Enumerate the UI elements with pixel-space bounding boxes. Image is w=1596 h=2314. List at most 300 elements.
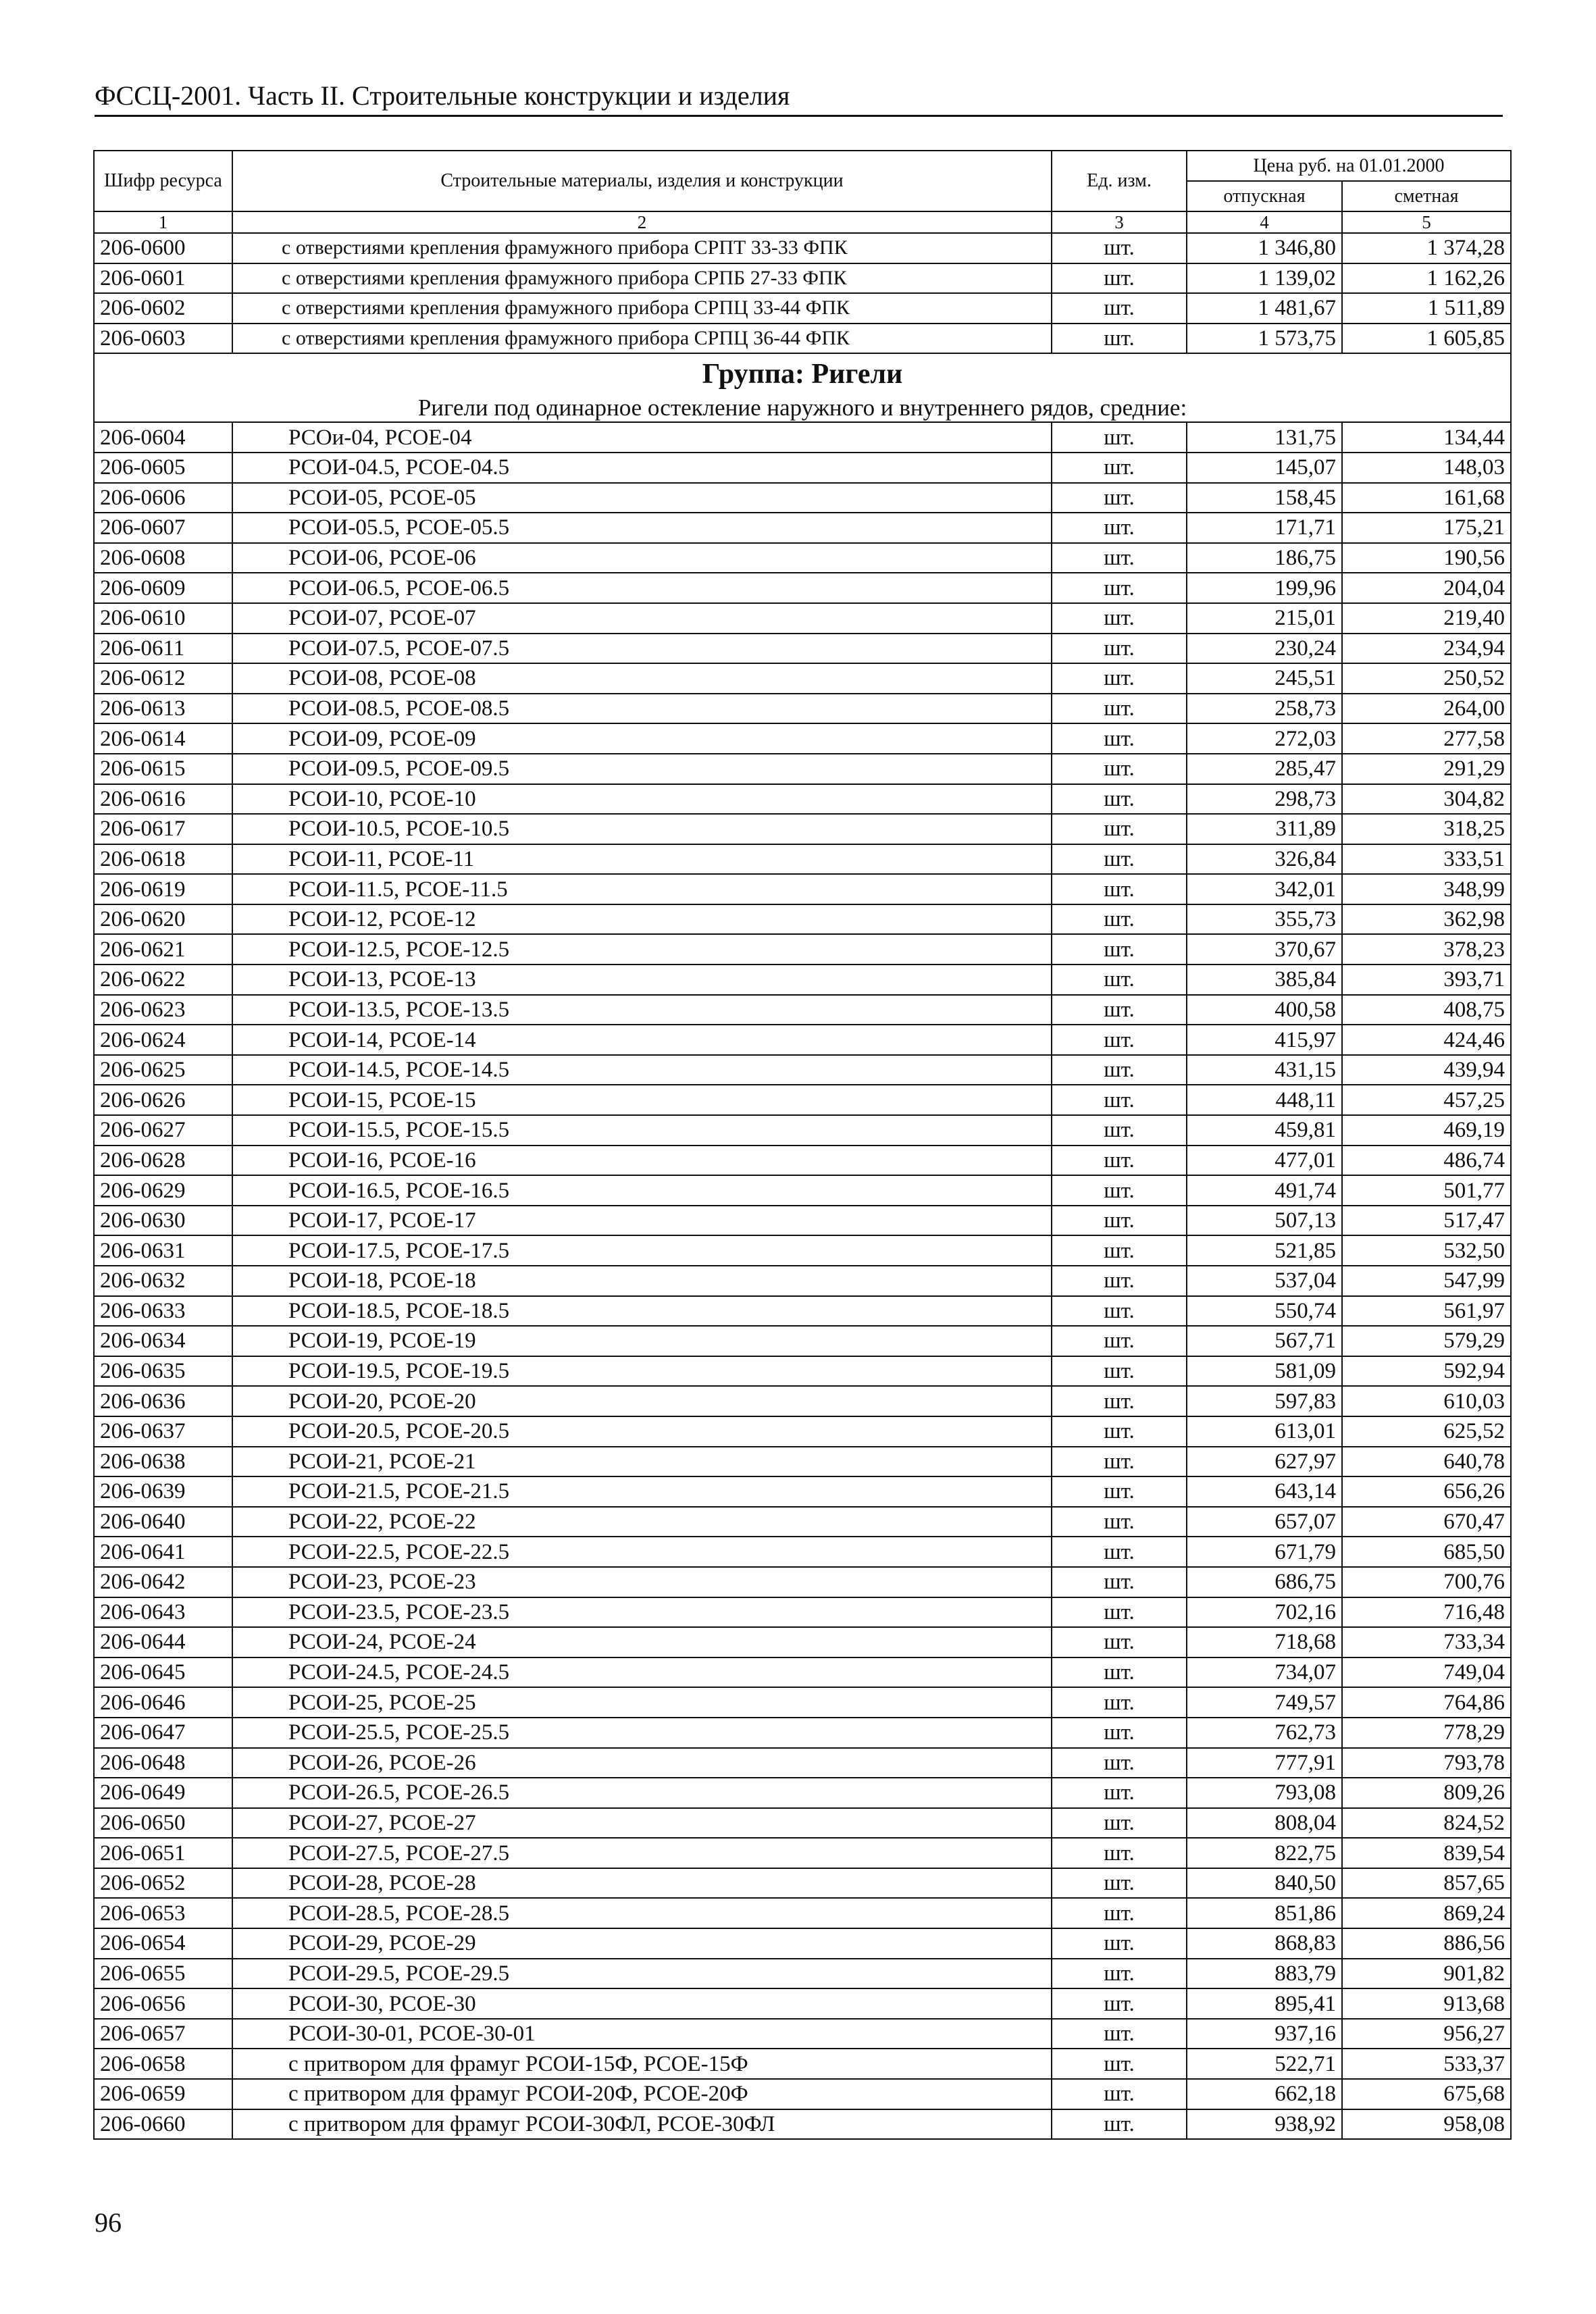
release-price: 686,75 xyxy=(1187,1567,1342,1597)
unit-cell: шт. xyxy=(1052,1657,1187,1688)
unit-cell: шт. xyxy=(1052,995,1187,1025)
table-row xyxy=(94,1657,1511,1688)
material-name: РСОИ-21, РСОЕ-21 xyxy=(232,1447,1052,1477)
release-price: 1 481,67 xyxy=(1187,293,1342,324)
estimate-price: 561,97 xyxy=(1342,1296,1511,1327)
unit-cell: шт. xyxy=(1052,1959,1187,1989)
unit-cell: шт. xyxy=(1052,1386,1187,1416)
material-name: РСОИ-19, РСОЕ-19 xyxy=(232,1326,1052,1356)
resource-code: 206-0635 xyxy=(94,1356,232,1387)
unit-cell: шт. xyxy=(1052,483,1187,513)
unit-cell: шт. xyxy=(1052,844,1187,875)
material-name: РСОИ-11, РСОЕ-11 xyxy=(232,844,1052,875)
table-row xyxy=(94,1778,1511,1808)
material-name: РСОИ-29, РСОЕ-29 xyxy=(232,1928,1052,1959)
material-name: РСОИ-20, РСОЕ-20 xyxy=(232,1386,1052,1416)
resource-code: 206-0651 xyxy=(94,1838,232,1868)
resource-code: 206-0606 xyxy=(94,483,232,513)
resource-code: 206-0620 xyxy=(94,904,232,935)
estimate-price: 486,74 xyxy=(1342,1146,1511,1176)
table-row xyxy=(94,1326,1511,1356)
estimate-price: 547,99 xyxy=(1342,1266,1511,1296)
release-price: 550,74 xyxy=(1187,1296,1342,1327)
table-row xyxy=(94,995,1511,1025)
release-price: 342,01 xyxy=(1187,874,1342,904)
material-name: РСОИ-05, РСОЕ-05 xyxy=(232,483,1052,513)
estimate-price: 778,29 xyxy=(1342,1718,1511,1748)
release-price: 671,79 xyxy=(1187,1537,1342,1567)
release-price: 777,91 xyxy=(1187,1748,1342,1778)
release-price: 400,58 xyxy=(1187,995,1342,1025)
estimate-price: 716,48 xyxy=(1342,1597,1511,1628)
estimate-price: 901,82 xyxy=(1342,1959,1511,1989)
release-price: 822,75 xyxy=(1187,1838,1342,1868)
table-row xyxy=(94,1356,1511,1387)
release-price: 522,71 xyxy=(1187,2049,1342,2079)
table-row xyxy=(94,293,1511,324)
resource-code: 206-0648 xyxy=(94,1748,232,1778)
unit-cell: шт. xyxy=(1052,2019,1187,2049)
estimate-price: 190,56 xyxy=(1342,543,1511,573)
unit-cell: шт. xyxy=(1052,934,1187,965)
release-price: 355,73 xyxy=(1187,904,1342,935)
table-row xyxy=(94,1416,1511,1447)
table-row xyxy=(94,1838,1511,1868)
estimate-price: 291,29 xyxy=(1342,754,1511,784)
estimate-price: 1 511,89 xyxy=(1342,293,1511,324)
material-name: РСОИ-24, РСОЕ-24 xyxy=(232,1627,1052,1657)
resource-code: 206-0634 xyxy=(94,1326,232,1356)
unit-cell: шт. xyxy=(1052,1778,1187,1808)
release-price: 657,07 xyxy=(1187,1507,1342,1537)
estimate-price: 579,29 xyxy=(1342,1326,1511,1356)
release-price: 1 573,75 xyxy=(1187,324,1342,354)
material-name: РСОИ-17, РСОЕ-17 xyxy=(232,1206,1052,1236)
resource-code: 206-0641 xyxy=(94,1537,232,1567)
unit-cell: шт. xyxy=(1052,543,1187,573)
table-row xyxy=(94,1175,1511,1206)
resource-code: 206-0657 xyxy=(94,2019,232,2049)
table-row xyxy=(94,1115,1511,1146)
estimate-price: 517,47 xyxy=(1342,1206,1511,1236)
material-name: с отверстиями крепления фрамужного прибора СРПЦ 33-44 ФПК xyxy=(232,293,1052,324)
release-price: 1 346,80 xyxy=(1187,233,1342,263)
estimate-price: 1 605,85 xyxy=(1342,324,1511,354)
estimate-price: 348,99 xyxy=(1342,874,1511,904)
resource-code: 206-0647 xyxy=(94,1718,232,1748)
table-row xyxy=(94,263,1511,294)
material-name: РСОИ-13, РСОЕ-13 xyxy=(232,965,1052,995)
table-row xyxy=(94,1597,1511,1628)
release-price: 627,97 xyxy=(1187,1447,1342,1477)
col-number: 5 xyxy=(1342,211,1511,233)
estimate-price: 640,78 xyxy=(1342,1447,1511,1477)
table-row xyxy=(94,1627,1511,1657)
estimate-price: 670,47 xyxy=(1342,1507,1511,1537)
estimate-price: 749,04 xyxy=(1342,1657,1511,1688)
release-price: 186,75 xyxy=(1187,543,1342,573)
resource-code: 206-0617 xyxy=(94,814,232,844)
release-price: 537,04 xyxy=(1187,1266,1342,1296)
estimate-price: 408,75 xyxy=(1342,995,1511,1025)
release-price: 840,50 xyxy=(1187,1868,1342,1899)
estimate-price: 764,86 xyxy=(1342,1687,1511,1718)
col-header-release: отпускная xyxy=(1187,181,1342,211)
material-name: РСОИ-27, РСОЕ-27 xyxy=(232,1808,1052,1839)
material-name: с притвором для фрамуг РСОИ-15Ф, РСОЕ-15Ф xyxy=(232,2049,1052,2079)
material-name: РСОИ-26, РСОЕ-26 xyxy=(232,1748,1052,1778)
table-row xyxy=(94,1507,1511,1537)
release-price: 215,01 xyxy=(1187,603,1342,634)
resource-code: 206-0638 xyxy=(94,1447,232,1477)
estimate-price: 333,51 xyxy=(1342,844,1511,875)
resource-code: 206-0611 xyxy=(94,634,232,664)
estimate-price: 219,40 xyxy=(1342,603,1511,634)
unit-cell: шт. xyxy=(1052,784,1187,815)
page-title: ФССЦ-2001. Часть II. Строительные конструкции и изделия xyxy=(95,80,790,111)
material-name: РСОИ-08, РСОЕ-08 xyxy=(232,663,1052,694)
release-price: 272,03 xyxy=(1187,723,1342,754)
unit-cell: шт. xyxy=(1052,263,1187,294)
estimate-price: 264,00 xyxy=(1342,694,1511,724)
estimate-price: 869,24 xyxy=(1342,1898,1511,1928)
table-row xyxy=(94,663,1511,694)
unit-cell: шт. xyxy=(1052,1235,1187,1266)
release-price: 613,01 xyxy=(1187,1416,1342,1447)
col-header-price: Цена руб. на 01.01.2000 xyxy=(1187,151,1511,181)
table-row xyxy=(94,1386,1511,1416)
material-name: РСОИ-11.5, РСОЕ-11.5 xyxy=(232,874,1052,904)
material-name: РСОИ-12, РСОЕ-12 xyxy=(232,904,1052,935)
estimate-price: 439,94 xyxy=(1342,1055,1511,1085)
resource-code: 206-0603 xyxy=(94,324,232,354)
table-row xyxy=(94,1868,1511,1899)
unit-cell: шт. xyxy=(1052,694,1187,724)
unit-cell: шт. xyxy=(1052,1476,1187,1507)
unit-cell: шт. xyxy=(1052,1718,1187,1748)
table-row xyxy=(94,1296,1511,1327)
unit-cell: шт. xyxy=(1052,1838,1187,1868)
material-name: РСОИ-13.5, РСОЕ-13.5 xyxy=(232,995,1052,1025)
material-name: РСОИ-16.5, РСОЕ-16.5 xyxy=(232,1175,1052,1206)
material-name: РСОИ-10, РСОЕ-10 xyxy=(232,784,1052,815)
estimate-price: 393,71 xyxy=(1342,965,1511,995)
table-row xyxy=(94,1959,1511,1989)
unit-cell: шт. xyxy=(1052,1687,1187,1718)
release-price: 702,16 xyxy=(1187,1597,1342,1628)
resource-code: 206-0633 xyxy=(94,1296,232,1327)
table-row xyxy=(94,1718,1511,1748)
col-number: 1 xyxy=(94,211,232,233)
release-price: 199,96 xyxy=(1187,573,1342,603)
release-price: 581,09 xyxy=(1187,1356,1342,1387)
table-row xyxy=(94,1447,1511,1477)
table-row xyxy=(94,1748,1511,1778)
release-price: 431,15 xyxy=(1187,1055,1342,1085)
table-row xyxy=(94,965,1511,995)
material-name: РСОИ-17.5, РСОЕ-17.5 xyxy=(232,1235,1052,1266)
release-price: 230,24 xyxy=(1187,634,1342,664)
material-name: РСОИ-25.5, РСОЕ-25.5 xyxy=(232,1718,1052,1748)
resource-code: 206-0601 xyxy=(94,263,232,294)
estimate-price: 457,25 xyxy=(1342,1085,1511,1115)
resource-code: 206-0646 xyxy=(94,1687,232,1718)
col-header-code: Шифр ресурса xyxy=(94,151,232,211)
table-row xyxy=(94,1055,1511,1085)
estimate-price: 793,78 xyxy=(1342,1748,1511,1778)
material-name: РСОИ-04.5, РСОЕ-04.5 xyxy=(232,453,1052,483)
material-name: с отверстиями крепления фрамужного прибора СРПТ 33-33 ФПК xyxy=(232,233,1052,263)
table-row xyxy=(94,1266,1511,1296)
resource-code: 206-0649 xyxy=(94,1778,232,1808)
resource-code: 206-0640 xyxy=(94,1507,232,1537)
unit-cell: шт. xyxy=(1052,1868,1187,1899)
estimate-price: 148,03 xyxy=(1342,453,1511,483)
resource-code: 206-0654 xyxy=(94,1928,232,1959)
unit-cell: шт. xyxy=(1052,1507,1187,1537)
unit-cell: шт. xyxy=(1052,663,1187,694)
material-name: РСОИ-28, РСОЕ-28 xyxy=(232,1868,1052,1899)
unit-cell: шт. xyxy=(1052,1296,1187,1327)
release-price: 868,83 xyxy=(1187,1928,1342,1959)
resource-code: 206-0621 xyxy=(94,934,232,965)
release-price: 298,73 xyxy=(1187,784,1342,815)
estimate-price: 469,19 xyxy=(1342,1115,1511,1146)
group-subtitle: Ригели под одинарное остекление наружного и внутреннего рядов, средние: xyxy=(94,394,1511,422)
unit-cell: шт. xyxy=(1052,1597,1187,1628)
group-rows xyxy=(94,422,1511,2139)
table-row xyxy=(94,723,1511,754)
top-rows xyxy=(94,233,1511,353)
material-name: РСОИ-29.5, РСОЕ-29.5 xyxy=(232,1959,1052,1989)
unit-cell: шт. xyxy=(1052,1356,1187,1387)
resource-code: 206-0608 xyxy=(94,543,232,573)
resource-code: 206-0613 xyxy=(94,694,232,724)
estimate-price: 809,26 xyxy=(1342,1778,1511,1808)
table-row xyxy=(94,1988,1511,2019)
material-name: РСОИ-06, РСОЕ-06 xyxy=(232,543,1052,573)
release-price: 1 139,02 xyxy=(1187,263,1342,294)
release-price: 507,13 xyxy=(1187,1206,1342,1236)
title-divider xyxy=(95,115,1503,117)
col-header-estimate: сметная xyxy=(1342,181,1511,211)
unit-cell: шт. xyxy=(1052,874,1187,904)
material-name: РСОИ-05.5, РСОЕ-05.5 xyxy=(232,513,1052,543)
resource-code: 206-0658 xyxy=(94,2049,232,2079)
release-price: 749,57 xyxy=(1187,1687,1342,1718)
unit-cell: шт. xyxy=(1052,1085,1187,1115)
release-price: 131,75 xyxy=(1187,422,1342,453)
material-name: РСОИ-07, РСОЕ-07 xyxy=(232,603,1052,634)
release-price: 851,86 xyxy=(1187,1898,1342,1928)
col-header-unit: Ед. изм. xyxy=(1052,151,1187,211)
resource-code: 206-0644 xyxy=(94,1627,232,1657)
col-header-name: Строительные материалы, изделия и конструкции xyxy=(232,151,1052,211)
unit-cell: шт. xyxy=(1052,324,1187,354)
material-name: РСОИ-30-01, РСОЕ-30-01 xyxy=(232,2019,1052,2049)
resource-code: 206-0627 xyxy=(94,1115,232,1146)
table-row xyxy=(94,1898,1511,1928)
release-price: 808,04 xyxy=(1187,1808,1342,1839)
release-price: 459,81 xyxy=(1187,1115,1342,1146)
unit-cell: шт. xyxy=(1052,965,1187,995)
release-price: 448,11 xyxy=(1187,1085,1342,1115)
release-price: 491,74 xyxy=(1187,1175,1342,1206)
release-price: 385,84 xyxy=(1187,965,1342,995)
release-price: 938,92 xyxy=(1187,2109,1342,2140)
unit-cell: шт. xyxy=(1052,2079,1187,2109)
release-price: 311,89 xyxy=(1187,814,1342,844)
release-price: 937,16 xyxy=(1187,2019,1342,2049)
estimate-price: 700,76 xyxy=(1342,1567,1511,1597)
resource-code: 206-0609 xyxy=(94,573,232,603)
table-row xyxy=(94,904,1511,935)
unit-cell: шт. xyxy=(1052,1627,1187,1657)
col-number: 3 xyxy=(1052,211,1187,233)
resource-code: 206-0639 xyxy=(94,1476,232,1507)
material-name: РСОИ-24.5, РСОЕ-24.5 xyxy=(232,1657,1052,1688)
table-row xyxy=(94,603,1511,634)
unit-cell: шт. xyxy=(1052,1115,1187,1146)
estimate-price: 592,94 xyxy=(1342,1356,1511,1387)
material-name: РСОИ-09, РСОЕ-09 xyxy=(232,723,1052,754)
table-row xyxy=(94,874,1511,904)
material-name: с притвором для фрамуг РСОИ-30ФЛ, РСОЕ-30ФЛ xyxy=(232,2109,1052,2140)
unit-cell: шт. xyxy=(1052,233,1187,263)
estimate-price: 685,50 xyxy=(1342,1537,1511,1567)
table-row xyxy=(94,1146,1511,1176)
resource-code: 206-0607 xyxy=(94,513,232,543)
unit-cell: шт. xyxy=(1052,754,1187,784)
release-price: 415,97 xyxy=(1187,1025,1342,1055)
group-section xyxy=(94,353,1511,422)
table-row xyxy=(94,483,1511,513)
table-row xyxy=(94,233,1511,263)
material-name: РСОИ-09.5, РСОЕ-09.5 xyxy=(232,754,1052,784)
table-row xyxy=(94,2049,1511,2079)
table-row xyxy=(94,1537,1511,1567)
unit-cell: шт. xyxy=(1052,1537,1187,1567)
material-name: РСОИ-30, РСОЕ-30 xyxy=(232,1988,1052,2019)
release-price: 326,84 xyxy=(1187,844,1342,875)
estimate-price: 824,52 xyxy=(1342,1808,1511,1839)
resource-code: 206-0614 xyxy=(94,723,232,754)
release-price: 567,71 xyxy=(1187,1326,1342,1356)
resource-code: 206-0623 xyxy=(94,995,232,1025)
resource-code: 206-0604 xyxy=(94,422,232,453)
material-name: РСОИ-23.5, РСОЕ-23.5 xyxy=(232,1597,1052,1628)
resource-code: 206-0631 xyxy=(94,1235,232,1266)
resource-code: 206-0632 xyxy=(94,1266,232,1296)
unit-cell: шт. xyxy=(1052,1748,1187,1778)
estimate-price: 362,98 xyxy=(1342,904,1511,935)
estimate-price: 304,82 xyxy=(1342,784,1511,815)
unit-cell: шт. xyxy=(1052,1988,1187,2019)
material-name: РСОИ-14.5, РСОЕ-14.5 xyxy=(232,1055,1052,1085)
estimate-price: 675,68 xyxy=(1342,2079,1511,2109)
estimate-price: 1 374,28 xyxy=(1342,233,1511,263)
table-row xyxy=(94,324,1511,354)
unit-cell: шт. xyxy=(1052,1898,1187,1928)
group-title: Группа: Ригели xyxy=(94,353,1511,394)
material-name: РСОИ-15, РСОЕ-15 xyxy=(232,1085,1052,1115)
table-row xyxy=(94,2019,1511,2049)
estimate-price: 839,54 xyxy=(1342,1838,1511,1868)
estimate-price: 204,04 xyxy=(1342,573,1511,603)
material-name: РСОИ-22, РСОЕ-22 xyxy=(232,1507,1052,1537)
estimate-price: 501,77 xyxy=(1342,1175,1511,1206)
table-row xyxy=(94,844,1511,875)
estimate-price: 886,56 xyxy=(1342,1928,1511,1959)
unit-cell: шт. xyxy=(1052,1055,1187,1085)
unit-cell: шт. xyxy=(1052,814,1187,844)
material-name: РСОИ-16, РСОЕ-16 xyxy=(232,1146,1052,1176)
estimate-price: 913,68 xyxy=(1342,1988,1511,2019)
material-name: РСОИ-18.5, РСОЕ-18.5 xyxy=(232,1296,1052,1327)
resource-code: 206-0643 xyxy=(94,1597,232,1628)
unit-cell: шт. xyxy=(1052,1146,1187,1176)
price-table xyxy=(93,150,1512,2140)
table-row xyxy=(94,634,1511,664)
table-row xyxy=(94,1476,1511,1507)
material-name: с притвором для фрамуг РСОИ-20Ф, РСОЕ-20Ф xyxy=(232,2079,1052,2109)
resource-code: 206-0618 xyxy=(94,844,232,875)
table-row xyxy=(94,1235,1511,1266)
material-name: РСОИ-20.5, РСОЕ-20.5 xyxy=(232,1416,1052,1447)
material-name: РСОИ-27.5, РСОЕ-27.5 xyxy=(232,1838,1052,1868)
material-name: РСОИ-22.5, РСОЕ-22.5 xyxy=(232,1537,1052,1567)
resource-code: 206-0612 xyxy=(94,663,232,694)
material-name: РСОИ-14, РСОЕ-14 xyxy=(232,1025,1052,1055)
table-row xyxy=(94,1928,1511,1959)
release-price: 883,79 xyxy=(1187,1959,1342,1989)
release-price: 895,41 xyxy=(1187,1988,1342,2019)
release-price: 762,73 xyxy=(1187,1718,1342,1748)
estimate-price: 625,52 xyxy=(1342,1416,1511,1447)
estimate-price: 656,26 xyxy=(1342,1476,1511,1507)
material-name: РСОИ-23, РСОЕ-23 xyxy=(232,1567,1052,1597)
estimate-price: 175,21 xyxy=(1342,513,1511,543)
resource-code: 206-0636 xyxy=(94,1386,232,1416)
unit-cell: шт. xyxy=(1052,1808,1187,1839)
estimate-price: 161,68 xyxy=(1342,483,1511,513)
unit-cell: шт. xyxy=(1052,904,1187,935)
resource-code: 206-0615 xyxy=(94,754,232,784)
resource-code: 206-0602 xyxy=(94,293,232,324)
material-name: РСОИ-21.5, РСОЕ-21.5 xyxy=(232,1476,1052,1507)
table-row xyxy=(94,1687,1511,1718)
unit-cell: шт. xyxy=(1052,513,1187,543)
release-price: 597,83 xyxy=(1187,1386,1342,1416)
resource-code: 206-0624 xyxy=(94,1025,232,1055)
resource-code: 206-0655 xyxy=(94,1959,232,1989)
table-row xyxy=(94,1808,1511,1839)
unit-cell: шт. xyxy=(1052,1025,1187,1055)
estimate-price: 1 162,26 xyxy=(1342,263,1511,294)
material-name: РСОи-04, РСОЕ-04 xyxy=(232,422,1052,453)
unit-cell: шт. xyxy=(1052,1175,1187,1206)
table-row xyxy=(94,513,1511,543)
release-price: 370,67 xyxy=(1187,934,1342,965)
table-row xyxy=(94,1025,1511,1055)
table-row xyxy=(94,784,1511,815)
resource-code: 206-0653 xyxy=(94,1898,232,1928)
release-price: 643,14 xyxy=(1187,1476,1342,1507)
resource-code: 206-0656 xyxy=(94,1988,232,2019)
material-name: РСОИ-12.5, РСОЕ-12.5 xyxy=(232,934,1052,965)
col-number: 2 xyxy=(232,211,1052,233)
unit-cell: шт. xyxy=(1052,1326,1187,1356)
